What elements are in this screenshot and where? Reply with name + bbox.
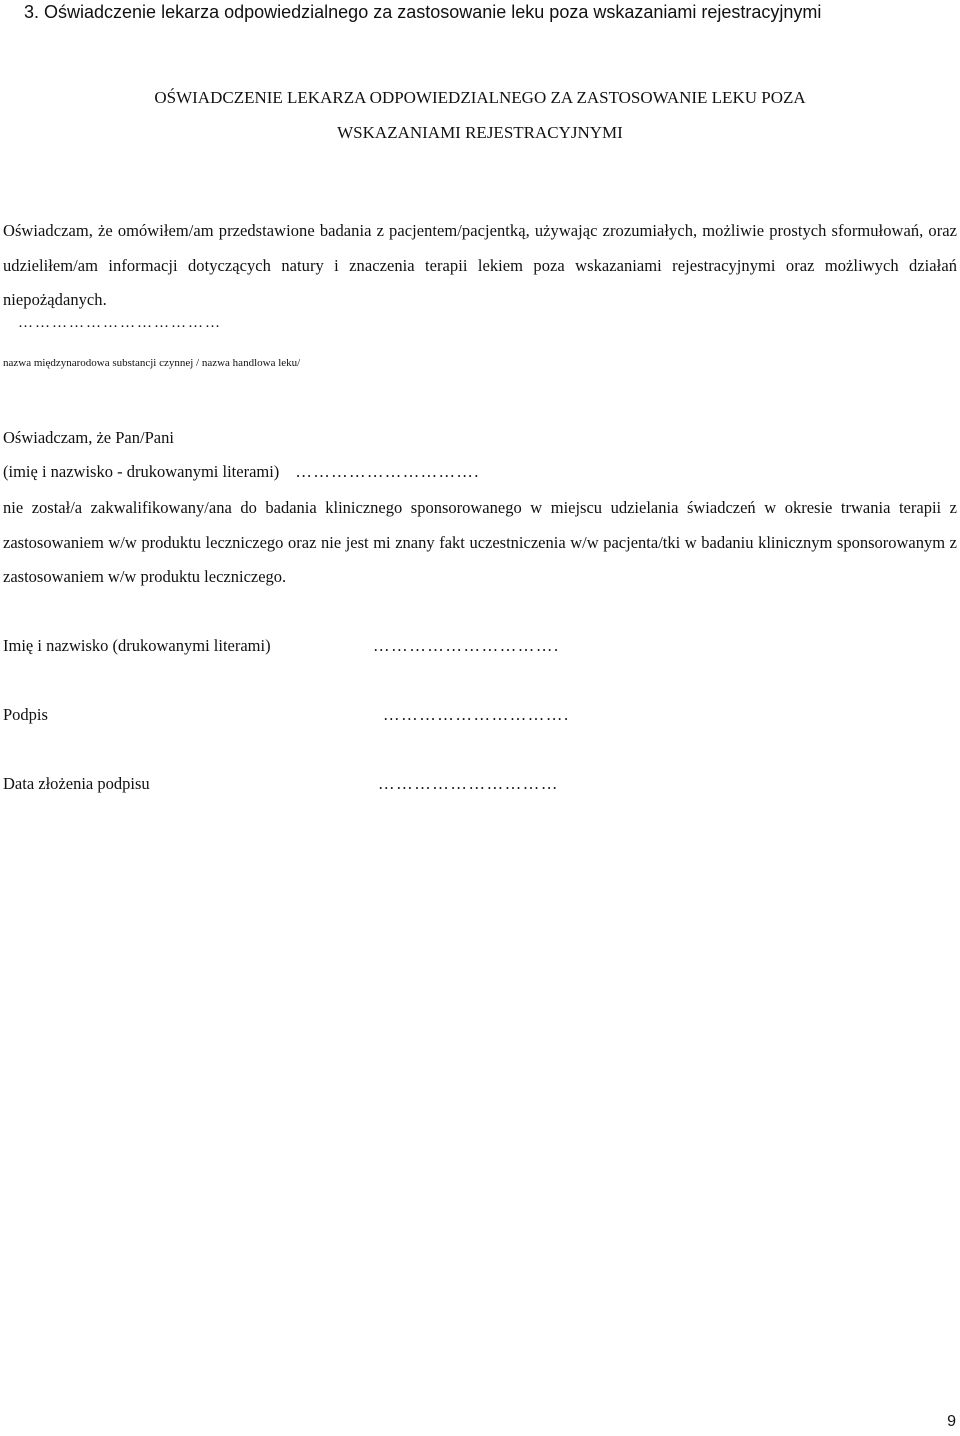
page-number: 9 — [947, 1413, 956, 1430]
drug-name-blank: ……………………………… — [18, 315, 222, 331]
signature-field — [3, 704, 953, 728]
signature-blank: …………………………. — [383, 705, 570, 724]
patient-name-label: (imię i nazwisko - drukowanymi literami) — [3, 462, 280, 481]
clinical-trial-statement: nie został/a zakwalifikowany/ana do badania klinicznego sponsorowanego w miejscu udzielania świadczeń w okresie trwania terapii z zastosowaniem w/w produktu leczniczego oraz nie jest mi znany fakt uczestniczenia w/w pacjenta/tki w badaniu klinicznym sponsorowanym z zastosowaniem w/w produktu leczniczego. — [3, 498, 957, 586]
signature-date-blank: ………………………… — [378, 774, 559, 793]
drug-name-caption: nazwa międzynarodowa substancji czynnej / nazwa handlowa leku/ — [3, 357, 301, 369]
document-title — [0, 80, 960, 150]
patient-name-blank: …………………………. — [295, 462, 480, 481]
patient-name-line — [3, 461, 480, 483]
document-title-line-2: WSKAZANIAMI REJESTRACYJNYMI — [337, 123, 623, 142]
signature-date-label: Data złożenia podpisu — [3, 774, 150, 793]
document-title-line-1: OŚWIADCZENIE LEKARZA ODPOWIEDZIALNEGO ZA ZASTOSOWANIE LEKU POZA — [154, 88, 806, 107]
section-heading: 3. Oświadczenie lekarza odpowiedzialnego za zastosowanie leku poza wskazaniami rejestracyjnymi — [24, 2, 822, 22]
signer-name-label: Imię i nazwisko (drukowanymi literami) — [3, 636, 271, 655]
signer-name-field — [3, 635, 953, 659]
signer-name-blank: …………………………. — [373, 636, 560, 655]
signature-date-field — [3, 773, 953, 797]
patient-declaration: Oświadczam, że Pan/Pani — [3, 428, 174, 447]
informed-consent-statement: Oświadczam, że omówiłem/am przedstawione badania z pacjentem/pacjentką, używając zrozumiałych, możliwie prostych sformułowań, oraz udzieliłem/am informacji dotyczących natury i znaczenia terapii lekiem poza wskazaniami rejestracyjnymi oraz możliwych działań niepożądanych. — [3, 221, 957, 309]
signature-label: Podpis — [3, 705, 48, 724]
